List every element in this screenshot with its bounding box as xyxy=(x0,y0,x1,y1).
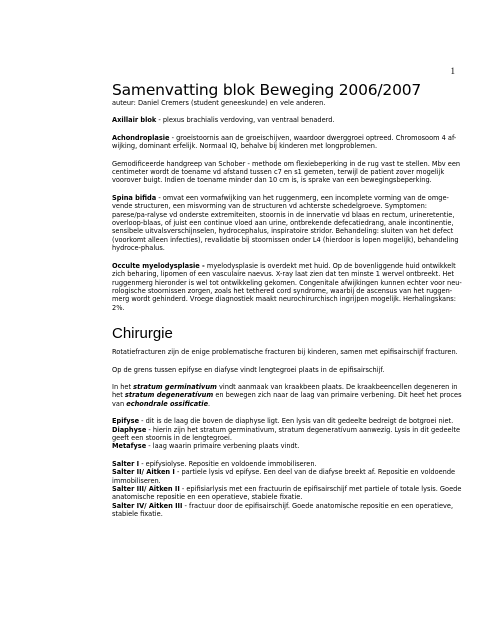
term-salter-4: Salter IV/ Aitken III xyxy=(112,501,183,510)
document-title: Samenvatting blok Beweging 2006/2007 xyxy=(112,81,422,99)
page-number: 1 xyxy=(450,66,455,76)
term-salter-2: Salter II/ Aitken I xyxy=(112,468,175,477)
author-line: auteur: Daniel Cremers (student geneeskunde) en vele anderen. xyxy=(112,99,326,107)
paragraph-achondroplasie xyxy=(112,134,462,151)
paragraph-rotatiefracturen: Rotatiefracturen zijn de enige problematische fracturen bij kinderen, samen met epifisairschijf fracturen. xyxy=(112,348,458,357)
stratum-text-3: en bewegen zich naar de laag van primaire verbening. Dit heet het proces van xyxy=(112,391,462,408)
text-achondroplasie: - groeistoornis aan de groeischijven, waardoor dwerggroei optreed. Chromosoom 4 af-wijking, dominant erfelijk. Normaal IQ, behalve bij kinderen met longproblemen. xyxy=(112,133,457,151)
term-achondroplasie: Achondroplasie xyxy=(112,133,170,142)
term-stratum-degenerativum: stratum degeneratívum xyxy=(124,391,214,400)
text-salter-2: - partiele lysis vd epifyse. Een deel van de diafyse breekt af. Repositie en voldoende immobiliseren. xyxy=(112,468,456,485)
section-heading-chirurgie: Chirurgie xyxy=(112,325,173,343)
paragraph-diaphyse xyxy=(112,426,462,443)
text-spina-bifida: - omvat een vormafwijking van het ruggenmerg, een incomplete vorming van de omge-vende structuren, een misvorming van de structuren vd achterste schedelgroeve. Symptomen: parese/pa-ralyse vd onderste extremiteiten, stoornis in de innervatie vd blaas en rectum, urineretentie, overloop-blaas, of juist een continue vloed aan urine, ontbrekende defecatiedrang, anale incontinentie, sensibele uitvalsverschijnselen, hydrocephalus, inspiratoire stridor. Behandeling: sluiten van het defect (voorkomt alleen infecties), revalidatie bij stoornissen onder L4 (hierdoor is lopen mogelijk), behandeling hydroce-phalus. xyxy=(112,193,459,253)
term-salter-1: Salter I xyxy=(112,459,140,468)
paragraph-schober: Gemodificeerde handgreep van Schober - methode om flexiebeperking in de rug vast te stellen. Mbv een centimeter wordt de toename vd afstand tussen c7 en s1 gemeten, terwijl de patient zover mogelijk voorover buigt. Indien de toename minder dan 10 cm is, is sprake van een bewegingsbeperking. xyxy=(112,159,461,185)
paragraph-salter-1 xyxy=(112,460,462,468)
document-body xyxy=(112,82,462,519)
stratum-text-2: vindt aanmaak van kraakbeen plaats. De kraakbeencellen degeneren in het xyxy=(112,382,458,400)
text-diaphyse: - hierin zijn het stratum germinativum, stratum degeneratívum aanwezig. Lysis in dit gedeelte geeft een stoornis in de lengtegroei. xyxy=(112,425,461,442)
paragraph-lengtegroei: Op de grens tussen epifyse en diafyse vindt lengtegroei plaats in de epifisairschijf. xyxy=(112,365,385,374)
text-epifyse: - dit is de laag die boven de diaphyse ligt. Een lysis van dit gedeelte bedreigt de botgroei niet. xyxy=(139,417,454,426)
paragraph-epifyse xyxy=(112,417,462,425)
stratum-text-4: . xyxy=(208,399,211,408)
term-spina-bifida: Spina bifida xyxy=(112,193,157,202)
paragraph-stratum xyxy=(112,383,462,408)
text-metafyse: - laag waarin primaire verbening plaats vindt. xyxy=(146,442,300,451)
term-salter-3: Salter III/ Aitken II xyxy=(112,485,180,493)
paragraph-spina-bifida xyxy=(112,194,462,253)
text-salter-1: - epifysiolyse. Repositie en voldoende immobiliseren. xyxy=(139,459,317,468)
stratum-text-1: In het xyxy=(112,382,134,391)
paragraph-metafyse xyxy=(112,442,462,450)
paragraph-occulte-myelodysplasie xyxy=(112,262,462,312)
term-stratum-germinativum: stratum germinativum xyxy=(133,382,217,391)
term-diaphyse: Diaphyse xyxy=(112,425,147,434)
term-occulte-myelodysplasie: Occulte myelodysplasie - xyxy=(112,261,205,270)
text-axillair-blok: - plexus brachialis verdoving, van ventraal benaderd. xyxy=(156,116,335,125)
text-occulte-myelodysplasie: myelodysplasie is overdekt met huid. Op de bovenliggende huid ontwikkelt zich beharing, lipomen of een vasculaire naevus. X-ray laat zien dat ten minste 1 wervel ontbreekt. Het ruggenmerg hieronder is wel tot ontwikkeling gekomen. Congenitale afwijkingen kunnen echter voor neu-rologische stoornissen zorgen, zoals het tethered cord syndrome, waarbij de ascensus van het ruggen-merg wordt gehinderd. Vroege diagnostiek maakt neurochirurchisch ingrijpen mogelijk. Herhalingskans: 2%. xyxy=(112,261,462,312)
term-echondrale-ossificatie: echondrale ossificatie xyxy=(126,399,209,408)
term-epifyse: Epifyse xyxy=(112,417,140,426)
text-salter-3: - epifisiarlysis met een fractuurin de epifisairschijf met partiele of totale lysis. Goede anatomische repositie en een operatieve, stabiele fixatie. xyxy=(112,485,462,502)
text-salter-4: - fractuur door de epifisairschijf. Goede anatomische repositie en een operatieve, stabiele fixatie. xyxy=(112,501,454,519)
term-axillair-blok: Axillair blok xyxy=(112,116,157,125)
paragraph-salter-4 xyxy=(112,502,462,519)
paragraph-axillair-blok xyxy=(112,116,462,124)
term-metafyse: Metafyse xyxy=(112,442,147,451)
paragraph-salter-2 xyxy=(112,468,462,485)
paragraph-salter-3 xyxy=(112,485,462,502)
